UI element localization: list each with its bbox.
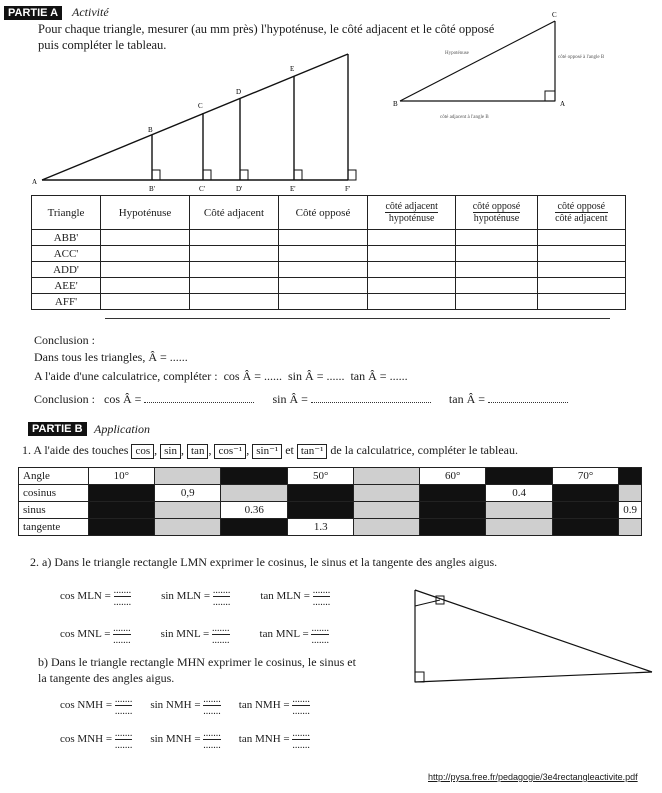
svg-text:côté adjacent à l'angle B: côté adjacent à l'angle B <box>440 115 489 120</box>
conclusion2-line: Conclusion : cos Â = sin Â = tan Â = <box>34 392 568 407</box>
label-D2: D' <box>236 185 243 193</box>
th-triangle: Triangle <box>32 196 101 230</box>
svg-text:B: B <box>393 100 398 108</box>
label-B2: B' <box>149 185 155 193</box>
key-tan-inv: tan⁻¹ <box>297 444 328 459</box>
partie-b-title: Application <box>94 422 150 436</box>
row-label-acc: ACC' <box>32 246 101 262</box>
aide-calc-line: A l'aide d'une calculatrice, compléter : cos Â = ...... sin Â = ...... tan Â = ...... <box>34 369 408 383</box>
key-tan: tan <box>187 444 208 459</box>
q2b-line1: b) Dans le triangle rectangle MHN exprimer le cosinus, le sinus et <box>38 655 356 669</box>
key-cos-inv: cos⁻¹ <box>214 444 246 459</box>
q1-line: 1. A l'aide des touches cos , sin , tan , cos⁻¹ , sin⁻¹ et tan⁻¹ de la calculatrice, compléter le tableau. <box>22 443 518 457</box>
th-oppose: Côté opposé <box>279 196 368 230</box>
th-adjacent: Côté adjacent <box>190 196 279 230</box>
row-label-aee: AEE' <box>32 278 101 294</box>
svg-text:A: A <box>560 100 566 108</box>
label-B: B <box>148 126 153 134</box>
q2a-line: 2. a) Dans le triangle rectangle LMN exprimer le cosinus, le sinus et la tangente des angles aigus. <box>30 555 498 569</box>
label-D: D <box>236 88 242 96</box>
label-C2: C' <box>199 185 205 193</box>
label-cosinus: cosinus <box>19 485 89 502</box>
label-A: A <box>32 178 38 186</box>
label-E: E <box>290 65 295 73</box>
partie-a-badge: PARTIE A <box>4 6 62 20</box>
lmn-triangle-figure <box>400 582 660 697</box>
exprs-a: cos MLN = $\frac{.......}{.......}$ sin MLN = $\frac{.......}{.......}$ tan MLN = $\frac{.......}{.......}$ cos MNL = $\frac{.......}{.......}$ sin MNL = $\frac{.......}{.......}$ tan MNL = $\frac{.......}{.......}$ <box>60 584 331 646</box>
partie-a-title: Activité <box>72 5 109 19</box>
row-label-add: ADD' <box>32 262 101 278</box>
th-hypotenuse: Hypoténuse <box>101 196 190 230</box>
row-label-abb: ABB' <box>32 230 101 246</box>
key-sin-inv: sin⁻¹ <box>252 444 282 459</box>
conclusion-line <box>105 318 610 319</box>
label-tangente: tangente <box>19 519 89 536</box>
key-cos: cos <box>131 444 154 459</box>
label-angle: Angle <box>19 468 89 485</box>
th-frac-sin: $\frac{\text{côté opposé}}{\text{hypoténuse}}$ <box>456 196 537 230</box>
partie-a-table <box>31 195 626 310</box>
label-F2: F' <box>345 185 351 193</box>
q2b-line2: la tangente des angles aigus. <box>38 671 175 685</box>
exprs-b: cos NMH = $\frac{.......}{.......}$ sin NMH = $\frac{.......}{.......}$ tan NMH = $\frac{.......}{.......}$ cos MNH = $\frac{.......}{.......}$ sin MNH = $\frac{.......}{.......}$ tan MNH = $\frac{.......}{.......}$ <box>60 693 310 751</box>
triangles-figure <box>30 52 370 194</box>
partie-b-badge: PARTIE B <box>28 422 87 436</box>
label-sinus: sinus <box>19 502 89 519</box>
label-E2: E' <box>290 185 296 193</box>
svg-text:côté opposé à l'angle B: côté opposé à l'angle B <box>558 55 605 60</box>
source-url[interactable]: http://pysa.free.fr/pedagogie/3e4rectangleactivite.pdf <box>428 772 638 782</box>
tous-triangles-line: Dans tous les triangles, Â = ...... <box>34 350 188 364</box>
instruction-line1: Pour chaque triangle, mesurer (au mm près) l'hypoténuse, le côté adjacent et le côté opposé <box>38 22 495 36</box>
instruction-line2: puis compléter le tableau. <box>38 38 167 52</box>
small-triangle-figure <box>390 6 605 124</box>
partie-b-table: Angle 10° 50° 60° 70° cosinus 0,9 0.4 sinus 0.36 0.9 tangente 1.3 <box>18 467 642 536</box>
th-frac-tan: $\frac{\text{côté opposé}}{\text{côté adjacent}}$ <box>537 196 625 230</box>
svg-text:C: C <box>552 11 557 19</box>
key-sin: sin <box>160 444 181 459</box>
conclusion-label: Conclusion : <box>34 333 96 347</box>
row-label-aff: AFF' <box>32 294 101 310</box>
th-frac-cos: $\frac{\text{côté adjacent}}{\text{hypoténuse}}$ <box>368 196 456 230</box>
label-C: C <box>198 102 203 110</box>
svg-text:Hypoténuse: Hypoténuse <box>445 51 469 56</box>
